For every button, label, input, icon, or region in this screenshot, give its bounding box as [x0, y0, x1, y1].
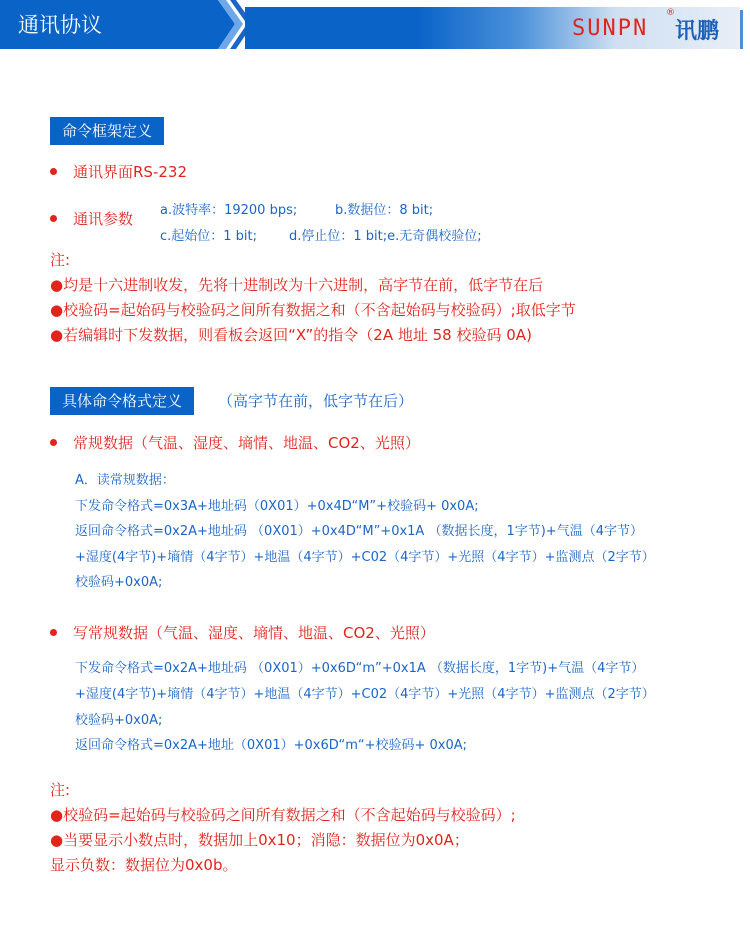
item-line: 返回命令格式=0x2A+地址码 （0X01）+0x4D“M”+0x1A （数据长度，1字节)+气温（4字节） — [75, 524, 643, 539]
note-line: ●校验码=起始码与校验码之间所有数据之和（不含起始码与校验码）;取低字节 — [50, 301, 576, 319]
item-line: 返回命令格式=0x2A+地址（0X01）+0x6D“m“+校验码+ 0x0A; — [75, 738, 468, 753]
header-edge — [740, 10, 743, 49]
bullet-dot — [50, 168, 57, 175]
param-stopbit: d.停止位：1 bit;e.无奇偶校验位; — [289, 229, 482, 244]
item-title: 写常规数据（气温、湿度、墒情、地温、CO2、光照） — [73, 624, 435, 642]
note-line: 显示负数：数据位为0x0b。 — [50, 856, 238, 874]
item-line: +湿度(4字节)+墒情（4字节）+地温（4字节）+C02（4字节）+光照（4字节）+监测点（2字节） — [75, 550, 655, 565]
item-line: +湿度(4字节)+墒情（4字节）+地温（4字节）+C02（4字节）+光照（4字节）+监测点（2字节） — [75, 687, 655, 702]
item-line: A．读常规数据： — [75, 473, 175, 488]
header-title: 通讯协议 — [18, 13, 102, 37]
item-line: 下发命令格式=0x2A+地址码 （0X01）+0x6D“m”+0x1A （数据长度，1字节)+气温（4字节） — [75, 661, 645, 676]
note-label: 注: — [50, 781, 71, 799]
section-tag-suffix: （高字节在前，低字节在后） — [218, 392, 414, 410]
bullet-dot — [50, 439, 57, 446]
item-line: 校验码+0x0A; — [75, 713, 163, 728]
item-line: 下发命令格式=0x3A+地址码（0X01）+0x4D“M”+校验码+ 0x0A; — [75, 499, 479, 514]
param-databits: b.数据位：8 bit; — [335, 203, 434, 218]
param-startbit: c.起始位：1 bit; — [160, 229, 258, 244]
bullet-params: 通讯参数 — [73, 210, 134, 228]
note-label: 注: — [50, 251, 71, 269]
logo-chinese: 讯鹏 — [675, 19, 720, 44]
param-baud: a.波特率：19200 bps; — [160, 203, 298, 218]
note-line: ●当要显示小数点时，数据加上0x10；消隐：数据位为0x0A； — [50, 831, 469, 849]
bullet-dot — [50, 629, 57, 636]
bullet-interface: 通讯界面RS-232 — [73, 163, 187, 181]
header — [0, 0, 750, 49]
note-line: ●均是十六进制收发，先将十进制改为十六进制，高字节在前，低字节在后 — [50, 276, 544, 294]
header-title-block — [0, 0, 160, 49]
section-tag-frame-definition: 命令框架定义 — [50, 117, 164, 145]
chevron-decoration-icon — [150, 0, 250, 49]
logo: SUNPN — [572, 16, 649, 41]
note-line: ●若编辑时下发数据，则看板会返回“X”的指令（2A 地址 58 校验码 0A) — [50, 326, 532, 344]
item-line: 校验码+0x0A; — [75, 575, 163, 590]
item-title: 常规数据（气温、湿度、墒情、地温、CO2、光照） — [73, 434, 420, 452]
section-tag-command-format: 具体命令格式定义 — [50, 387, 194, 415]
bullet-dot — [50, 215, 57, 222]
logo-registered-mark: ® — [666, 8, 675, 18]
note-line: ●校验码=起始码与校验码之间所有数据之和（不含起始码与校验码）; — [50, 806, 516, 824]
